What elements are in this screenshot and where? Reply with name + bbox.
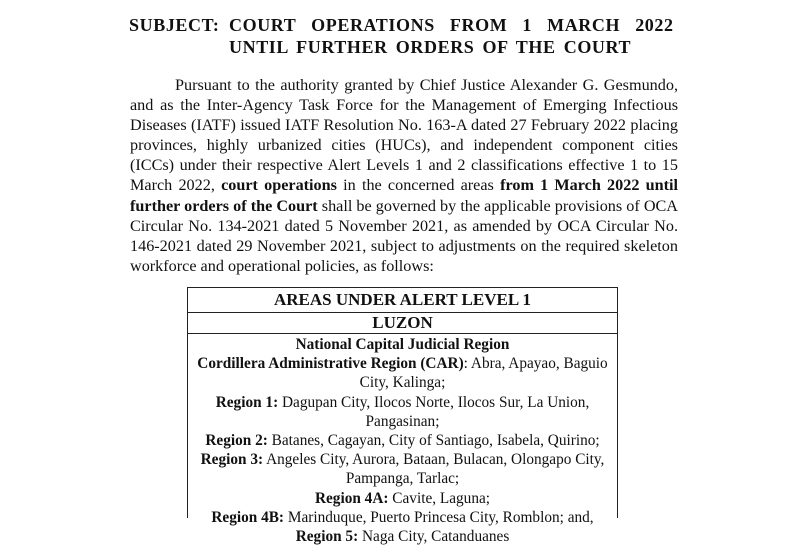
paragraph-part-2: in the concerned areas — [336, 176, 501, 195]
subject-block — [0, 14, 800, 58]
row-label: Region 4B: — [211, 508, 285, 526]
row-text: Batanes, Cagayan, City of Santiago, Isabela, Quirino; — [267, 432, 600, 450]
table-row — [188, 431, 617, 450]
subject-label: SUBJECT: — [129, 15, 220, 35]
paragraph-bold-1: court operations — [221, 176, 337, 195]
row-label: Region 5: — [295, 528, 359, 546]
paragraph-part-3: shall be governed by the applicable provisions of OCA Circular No. 134-2021 dated 5 November 2021, as amended by OCA Circular No. 146-2021 dated 29 November 2021, subject to adjustments on the required skeleton workforce and operational policies, as follows: — [130, 196, 678, 275]
table-header: AREAS UNDER ALERT LEVEL 1 — [188, 288, 617, 313]
table-group-luzon: LUZON — [188, 313, 617, 334]
body-paragraph — [130, 75, 678, 276]
subject-line-1: COURT OPERATIONS FROM 1 MARCH 2022 — [229, 15, 674, 35]
table-row — [188, 335, 617, 354]
table-row — [188, 393, 617, 431]
row-label: Region 1: — [215, 393, 279, 411]
alert-level-table — [187, 287, 618, 546]
table-row — [188, 508, 617, 527]
row-label: Region 2: — [205, 432, 268, 450]
table-row — [188, 354, 617, 392]
row-text: Naga City, Catanduanes — [358, 528, 510, 546]
row-text: Cavite, Laguna; — [388, 489, 491, 507]
row-text: Marinduque, Puerto Princesa City, Romblon; and, — [284, 508, 594, 526]
table-row — [188, 527, 617, 546]
row-label: National Capital Judicial Region — [295, 336, 510, 353]
row-text: : Abra, Apayao, Baguio City, Kalinga; — [359, 355, 608, 392]
row-label: Region 4A: — [314, 489, 389, 507]
row-label: Region 3: — [200, 451, 264, 469]
subject-line-2: UNTIL FURTHER ORDERS OF THE COURT — [229, 37, 632, 57]
row-text: Dagupan City, Ilocos Norte, Ilocos Sur, La Union, Pangasinan; — [278, 393, 590, 430]
paragraph-part-1: Pursuant to the authority granted by Chief Justice Alexander G. Gesmundo, and as the Inter-Agency Task Force for the Management of Emerging Infectious Diseases (IATF) issued IATF Resolution No. 163-A dated 27 February 2022 placing provinces, highly urbanized cities (HUCs), and independent component cities (ICCs) under their respective Alert Levels 1 and 2 classifications effective 1 to 15 March 2022, — [130, 76, 678, 195]
table-row — [188, 450, 617, 488]
table-body — [188, 334, 617, 546]
table-row — [188, 489, 617, 508]
row-label: Cordillera Administrative Region (CAR) — [197, 355, 464, 373]
paragraph-bold-2: from 1 March 2022 until further orders of the Court — [130, 176, 679, 215]
row-text: Angeles City, Aurora, Bataan, Bulacan, Olongapo City, Pampanga, Tarlac; — [263, 451, 605, 488]
